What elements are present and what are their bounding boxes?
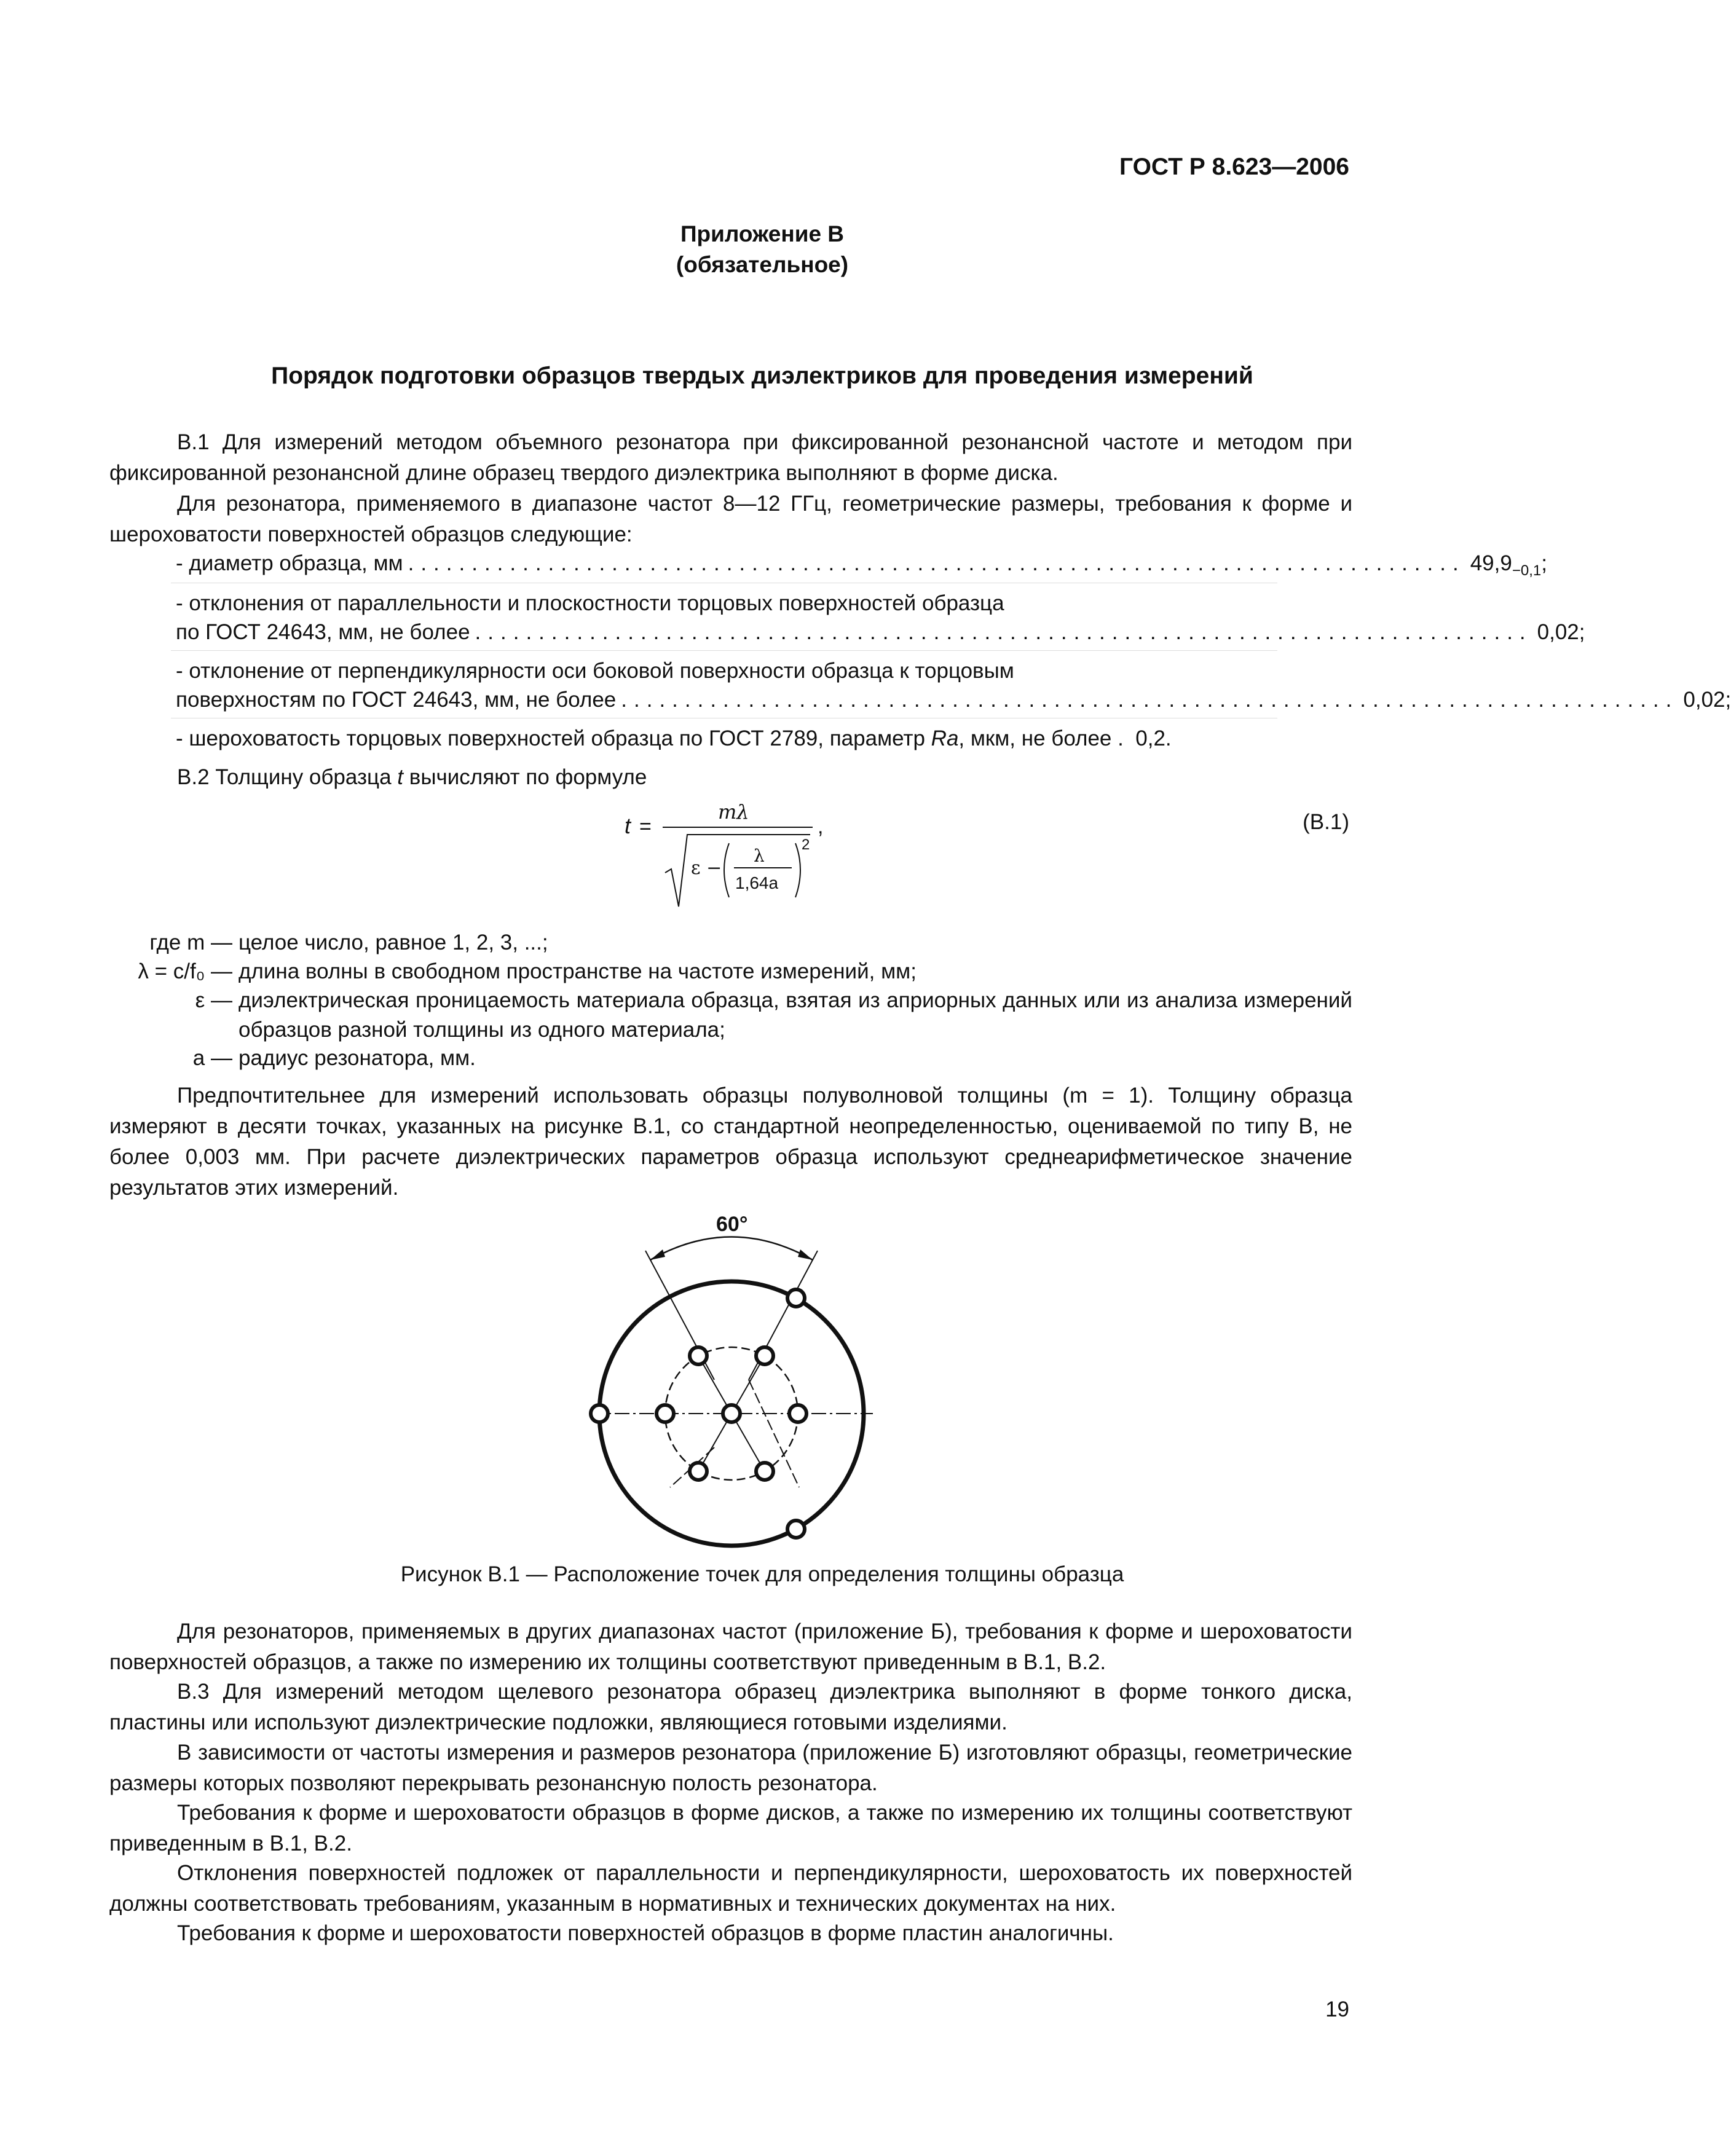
leader-dots: ................................................................................... xyxy=(475,620,1532,644)
appendix-title: Приложение В xyxy=(680,221,845,246)
where-term: где m — xyxy=(149,930,232,954)
formula-lambda: λ xyxy=(754,846,765,866)
requirement-perpendicularity xyxy=(176,685,1731,715)
measurement-point xyxy=(657,1405,674,1422)
paragraph-other-ranges: Для резонаторов, применяемых в других диапазонах частот (приложение Б), требования к форме и шероховатости поверхностей образцов, а также по измерению их толщины соответствуют приведенным в В.1, В.2. xyxy=(109,1619,1352,1674)
paragraph-b3: В.3 Для измерений методом щелевого резонатора образец диэлектрика выполняют в форме тонкого диска, пластины или используют диэлектрические подложки, являющиеся готовыми изделиями. xyxy=(109,1680,1352,1734)
leader-dots: ................................................................................... xyxy=(621,688,1679,712)
figure-caption: Рисунок В.1 — Расположение точек для определения толщины образца xyxy=(400,1562,1124,1586)
where-desc: радиус резонатора, мм. xyxy=(239,1046,476,1070)
where-item xyxy=(138,957,1352,986)
paragraph-b1-ranges: Для резонатора, применяемого в диапазоне частот 8—12 ГГц, геометрические размеры, требования к форме и шероховатости поверхностей образцов следующие: xyxy=(109,492,1352,546)
paragraph-b2: В.2 Толщину образца t вычисляют по формуле xyxy=(177,765,647,789)
requirement-label: поверхностям по ГОСТ 24643, мм, не более xyxy=(176,688,617,712)
measurement-points-diagram xyxy=(590,1214,848,1515)
formula-comma: , xyxy=(818,815,824,838)
where-term: a — xyxy=(192,1046,232,1070)
paragraph-b1: В.1 Для измерений методом объемного резонатора при фиксированной резонансной частоте и методом при фиксированной резонансной длине образец твердого диэлектрика выполняют в форме диска. xyxy=(109,430,1352,485)
where-term: ε — xyxy=(195,988,232,1012)
appendix-status: (обязательное) xyxy=(676,252,849,277)
arrowhead xyxy=(650,1249,665,1260)
requirement-parallelism-line1: - отклонения от параллельности и плоскостности торцовых поверхностей образца xyxy=(176,591,1004,615)
measurement-point xyxy=(690,1347,707,1364)
requirement-parallelism xyxy=(176,618,1585,647)
requirement-value: $49,9_{-0,1}$; xyxy=(1470,551,1547,579)
formula-b1 xyxy=(615,799,873,916)
figure-b1 xyxy=(590,1214,848,1515)
formula-t: t xyxy=(625,813,631,838)
paragraph-preferred: Предпочтительнее для измерений использовать образцы полуволновой толщины (m = 1). Толщину образца измеряют в десяти точках, указанных на рисунке В.1, со стандартной неопределенностью, оцениваемой по типу В, не более 0,003 мм. При расчете диэлектрических параметров образца используют среднеарифметическое значение результатов этих измерений. xyxy=(109,1084,1352,1200)
requirement-label: по ГОСТ 24643, мм, не более xyxy=(176,620,470,644)
formula-eps: ε − xyxy=(691,857,722,879)
paragraph-dependence: В зависимости от частоты измерения и размеров резонатора (приложение Б) изготовляют образцы, геометрические размеры которых позволяют перекрывать резонансную полость резонатора. xyxy=(109,1741,1352,1795)
where-term: λ = c/f₀ — xyxy=(138,959,232,983)
requirement-label: - диаметр образца, мм xyxy=(176,551,403,575)
document-id: ГОСТ Р 8.623—2006 xyxy=(1119,154,1349,180)
where-desc: длина волны в свободном пространстве на частоте измерений, мм; xyxy=(239,959,917,983)
measurement-point xyxy=(756,1463,773,1480)
requirement-value: 0,02; xyxy=(1683,688,1731,712)
angle-label: 60° xyxy=(716,1213,748,1236)
paragraph-substrate-deviations: Отклонения поверхностей подложек от параллельности и перпендикулярности, шероховатость их поверхностей должны соответствовать требованиям, указанным в нормативных и технических документах на них. xyxy=(109,1861,1352,1916)
right-paren xyxy=(795,843,800,897)
angle-dimension-arc xyxy=(650,1237,813,1261)
where-item xyxy=(192,1044,1352,1073)
formula-number: (В.1) xyxy=(1303,810,1349,834)
formula-denominator: 1,64a xyxy=(735,873,779,892)
measurement-point xyxy=(591,1405,608,1422)
sqrt-sign xyxy=(665,835,810,907)
measurement-point xyxy=(787,1521,805,1538)
formula-numerator: mλ xyxy=(718,800,749,824)
measurement-point xyxy=(756,1347,773,1364)
paragraph-disc-requirements: Требования к форме и шероховатости образцов в форме дисков, а также по измерению их толщины соответствуют приведенным в В.1, В.2. xyxy=(109,1801,1352,1855)
section-title: Порядок подготовки образцов твердых диэлектриков для проведения измерений xyxy=(271,363,1253,389)
page-number: 19 xyxy=(1325,1997,1349,2021)
where-desc: диэлектрическая проницаемость материала образца, взятая из априорных данных или из анализа измерений образцов разной толщины из одного материала; xyxy=(239,988,1352,1042)
formula-eq: = xyxy=(639,815,652,838)
requirement-diameter xyxy=(176,549,1547,586)
paragraph-plates: Требования к форме и шероховатости поверхностей образцов в форме пластин аналогичны. xyxy=(177,1921,1114,1945)
measurement-point xyxy=(723,1405,740,1422)
where-desc: целое число, равное 1, 2, 3, ...; xyxy=(239,930,548,954)
where-item xyxy=(149,928,1352,958)
measurement-point xyxy=(789,1405,806,1422)
measurement-point xyxy=(787,1289,805,1307)
leader-dots: ................................................................................... xyxy=(408,551,1465,575)
arrowhead xyxy=(798,1249,813,1260)
left-paren xyxy=(724,843,729,897)
where-item xyxy=(195,986,1352,1045)
formula-graphic xyxy=(615,799,873,916)
measurement-point xyxy=(690,1463,707,1480)
formula-power: 2 xyxy=(802,836,810,853)
requirement-perpendicularity-line1: - отклонение от перпендикулярности оси боковой поверхности образца к торцовым xyxy=(176,659,1014,683)
requirement-roughness: - шероховатость торцовых поверхностей образца по ГОСТ 2789, параметр Ra, мкм, не более . 0,2. xyxy=(176,726,1172,750)
requirement-value: 0,02; xyxy=(1537,620,1585,644)
